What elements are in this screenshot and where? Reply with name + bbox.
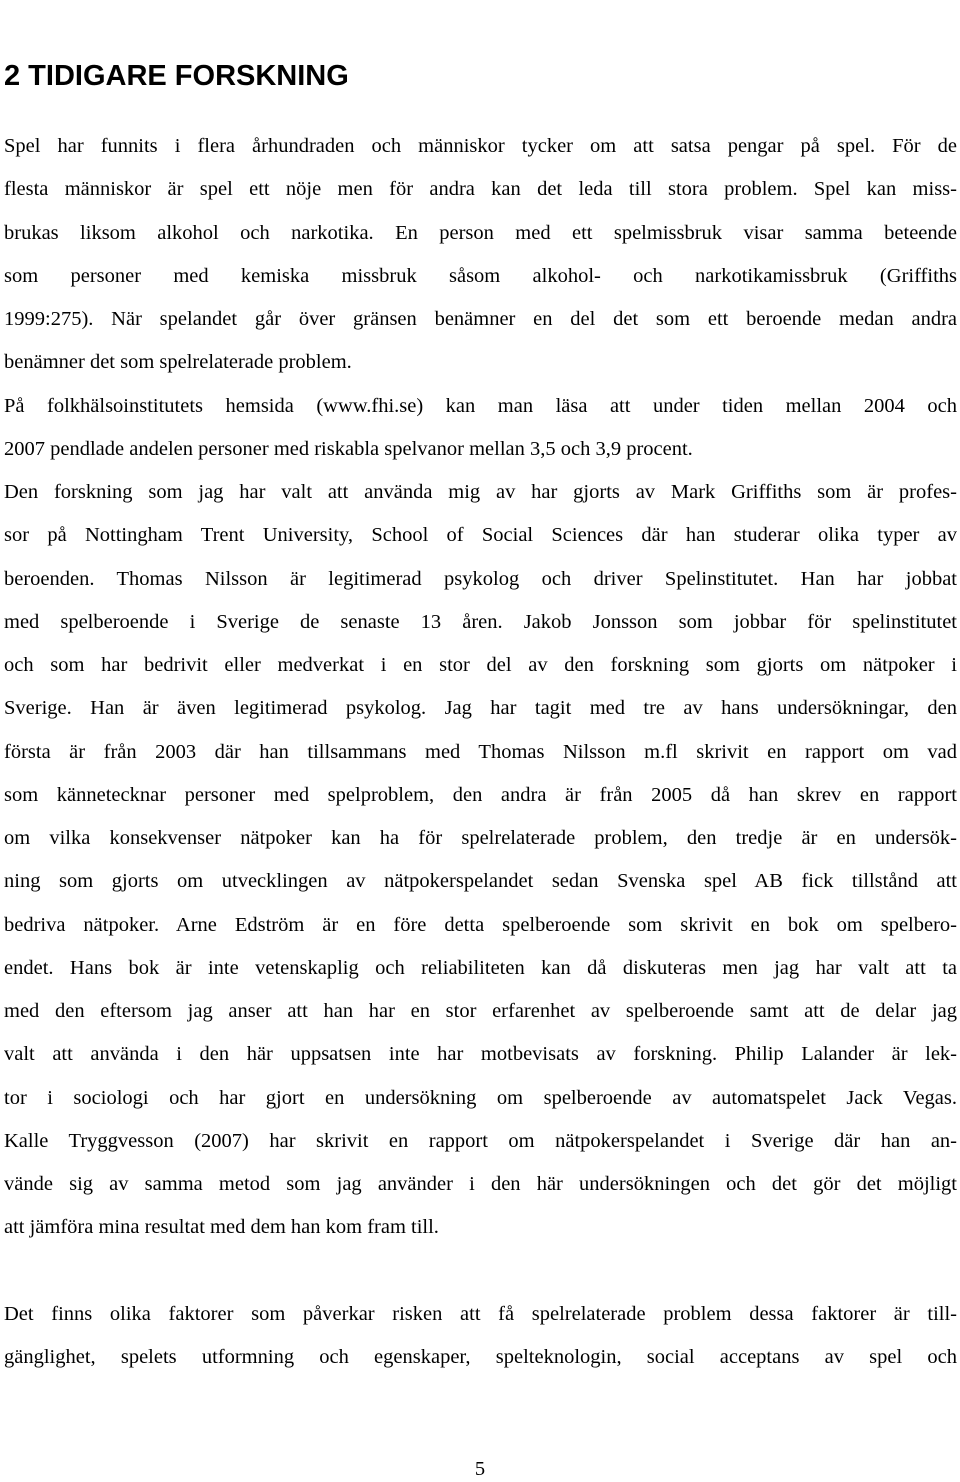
paragraph-3-line: tor i sociologi och har gjort en undersökning om spelberoende av automatspelet Jack Vegas.: [4, 1087, 957, 1109]
paragraph-3-line: att jämföra mina resultat med dem han kom fram till.: [4, 1216, 439, 1238]
paragraph-3-line: Sverige. Han är även legitimerad psykolog. Jag har tagit med tre av hans undersökningar, den: [4, 697, 957, 719]
paragraph-1-line: brukas liksom alkohol och narkotika. En person med ett spelmissbruk visar samma beteende: [4, 222, 957, 244]
paragraph-1-line: benämner det som spelrelaterade problem.: [4, 351, 352, 373]
paragraph-2-line: På folkhälsoinstitutets hemsida (www.fhi.se) kan man läsa att under tiden mellan 2004 och: [4, 395, 957, 417]
section-heading: 2 TIDIGARE FORSKNING: [4, 60, 349, 92]
paragraph-3-line: endet. Hans bok är inte vetenskaplig och reliabiliteten kan då diskuteras men jag har valt att ta: [4, 957, 957, 979]
paragraph-3-line: med spelberoende i Sverige de senaste 13 åren. Jakob Jonsson som jobbar för spelinstitutet: [4, 611, 957, 633]
paragraph-2-line: 2007 pendlade andelen personer med riskabla spelvanor mellan 3,5 och 3,9 procent.: [4, 438, 693, 460]
paragraph-4-line: gänglighet, spelets utformning och egenskaper, spelteknologin, social acceptans av spel och: [4, 1346, 957, 1368]
paragraph-3-line: sor på Nottingham Trent University, School of Social Sciences där han studerar olika typer av: [4, 524, 957, 546]
paragraph-1-line: flesta människor är spel ett nöje men för andra kan det leda till stora problem. Spel kan miss-: [4, 178, 957, 200]
paragraph-3-line: ning som gjorts om utvecklingen av nätpokerspelandet sedan Svenska spel AB fick tillstånd att: [4, 870, 957, 892]
paragraph-1-line: Spel har funnits i flera århundraden och människor tycker om att satsa pengar på spel. För de: [4, 135, 957, 157]
paragraph-1-line: 1999:275). När spelandet går över gränsen benämner en del det som ett beroende medan andra: [4, 308, 957, 330]
paragraph-3-line: första är från 2003 där han tillsammans med Thomas Nilsson m.fl skrivit en rapport om vad: [4, 741, 957, 763]
page-number: 5: [474, 1458, 486, 1480]
paragraph-3-line: med den eftersom jag anser att han har en stor erfarenhet av spelberoende samt att de delar jag: [4, 1000, 957, 1022]
paragraph-3-line: vände sig av samma metod som jag använder i den här undersökningen och det gör det möjligt: [4, 1173, 957, 1195]
paragraph-3-line: valt att använda i den här uppsatsen inte har motbevisats av forskning. Philip Lalander är lek-: [4, 1043, 957, 1065]
paragraph-3-line: och som har bedrivit eller medverkat i en stor del av den forskning som gjorts om nätpoker i: [4, 654, 957, 676]
paragraph-3-line: Den forskning som jag har valt att använda mig av har gjorts av Mark Griffiths som är profes-: [4, 481, 957, 503]
paragraph-3-line: Kalle Tryggvesson (2007) har skrivit en rapport om nätpokerspelandet i Sverige där han an-: [4, 1130, 957, 1152]
paragraph-3-line: beroenden. Thomas Nilsson är legitimerad psykolog och driver Spelinstitutet. Han har jobbat: [4, 568, 957, 590]
paragraph-3-line: som kännetecknar personer med spelproblem, den andra är från 2005 då han skrev en rapport: [4, 784, 957, 806]
paragraph-3-line: bedriva nätpoker. Arne Edström är en före detta spelberoende som skrivit en bok om spelbero-: [4, 914, 957, 936]
paragraph-3-line: om vilka konsekvenser nätpoker kan ha för spelrelaterade problem, den tredje är en undersök-: [4, 827, 957, 849]
paragraph-4-line: Det finns olika faktorer som påverkar risken att få spelrelaterade problem dessa faktorer är till-: [4, 1303, 957, 1325]
paragraph-1-line: som personer med kemiska missbruk såsom alkohol- och narkotikamissbruk (Griffiths: [4, 265, 957, 287]
